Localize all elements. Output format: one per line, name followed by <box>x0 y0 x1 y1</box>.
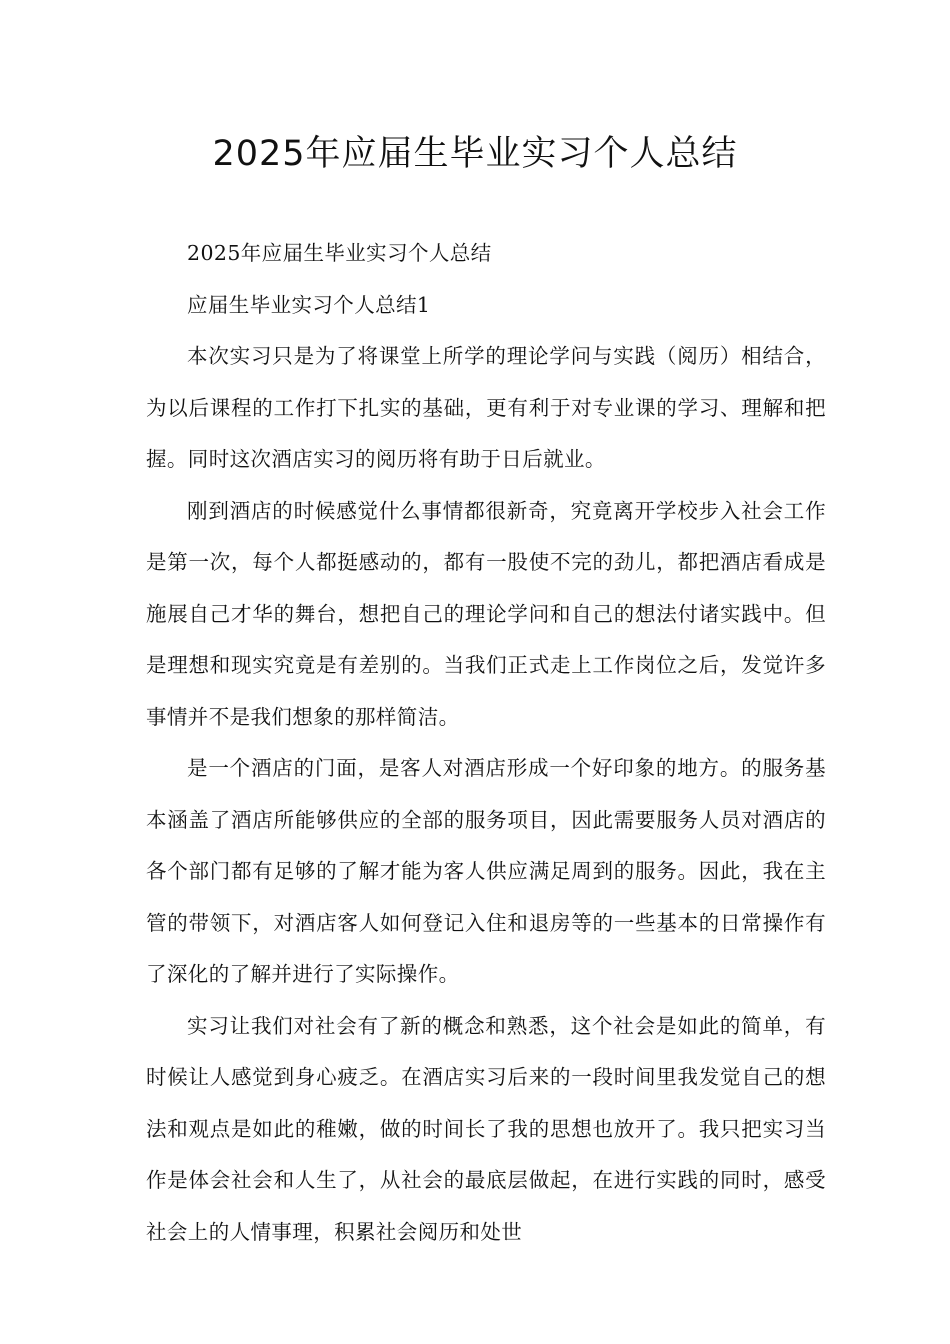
paragraph-2: 刚到酒店的时候感觉什么事情都很新奇，究竟离开学校步入社会工作是第一次，每个人都挺感动的，都有一股使不完的劲儿，都把酒店看成是施展自己才华的舞台，想把自己的理论学问和自己的想法付诸实践中。但是理想和现实究竟是有差别的。当我们正式走上工作岗位之后，发觉许多事情并不是我们想象的那样简洁。 <box>146 498 826 729</box>
paragraph-subtitle: 2025年应届生毕业实习个人总结 <box>187 241 492 265</box>
paragraph-4: 实习让我们对社会有了新的概念和熟悉，这个社会是如此的简单，有时候让人感觉到身心疲乏。在酒店实习后来的一段时间里我发觉自己的想法和观点是如此的稚嫩，做的时间长了我的思想也放开了。我只把实习当作是体会社会和人生了，从社会的最底层做起，在进行实践的同时，感受社会上的人情事理，积累社会阅历和处世 <box>146 1013 826 1244</box>
paragraph-3: 是一个酒店的门面，是客人对酒店形成一个好印象的地方。的服务基本涵盖了酒店所能够供应的全部的服务项目，因此需要服务人员对酒店的各个部门都有足够的了解才能为客人供应满足周到的服务。因此，我在主管的带领下，对酒店客人如何登记入住和退房等的一些基本的日常操作有了深化的了解并进行了实际操作。 <box>146 756 826 986</box>
paragraph-section-heading: 应届生毕业实习个人总结1 <box>187 292 431 317</box>
document-body <box>146 228 826 1258</box>
paragraph-1: 本次实习只是为了将课堂上所学的理论学问与实践（阅历）相结合，为以后课程的工作打下扎实的基础，更有利于对专业课的学习、理解和把握。同时这次酒店实习的阅历将有助于日后就业。 <box>146 344 826 471</box>
document-title: 2025年应届生毕业实习个人总结 <box>212 134 738 174</box>
